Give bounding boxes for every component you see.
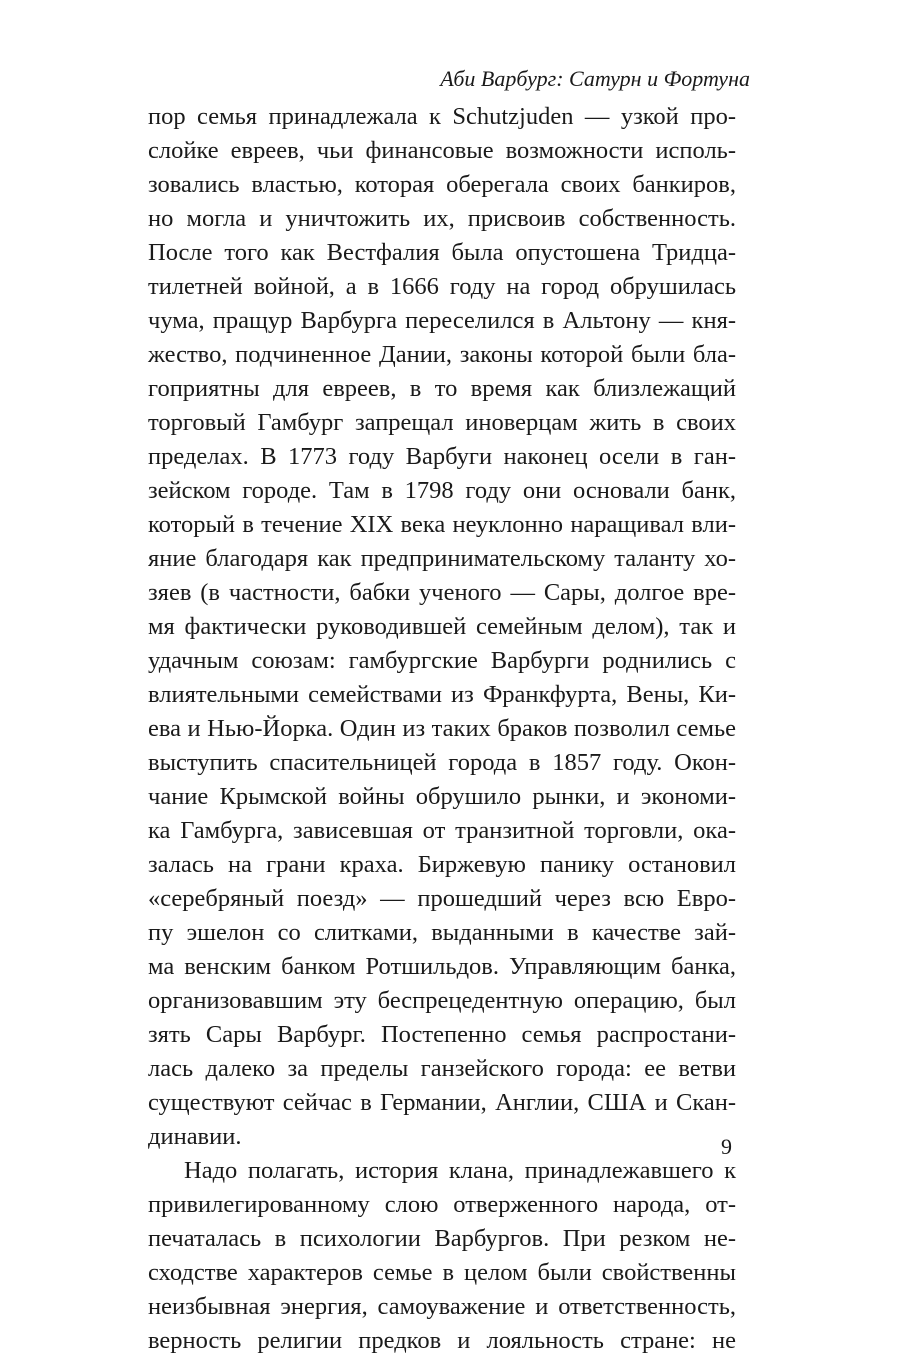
body-text xyxy=(148,100,736,1358)
text-line: выступить спасительницей города в 1857 году. Окон- xyxy=(148,749,736,776)
text-line: ка Гамбурга, зависевшая от транзитной торговли, ока- xyxy=(148,817,736,844)
text-line: жество, подчиненное Дании, законы которой были бла- xyxy=(148,341,736,368)
text-line: ева и Нью-Йорка. Один из таких браков позволил семье xyxy=(148,715,736,742)
text-line: организовавшим эту беспрецедентную операцию, был xyxy=(148,987,736,1014)
text-line: зовались властью, которая оберегала своих банкиров, xyxy=(148,171,736,198)
text-line: который в течение XIX века неуклонно наращивал вли- xyxy=(148,511,736,538)
text-line: зять Сары Варбург. Постепенно семья распростани- xyxy=(148,1021,736,1048)
text-line: зяев (в частности, бабки ученого — Сары, долгое вре- xyxy=(148,579,736,606)
text-line: влиятельными семействами из Франкфурта, Вены, Ки- xyxy=(148,681,736,708)
text-line: сходстве характеров семье в целом были свойственны xyxy=(148,1259,736,1286)
text-line: залась на грани краха. Биржевую панику остановил xyxy=(148,851,736,878)
text-line: чание Крымской войны обрушило рынки, и экономи- xyxy=(148,783,736,810)
text-line: лась далеко за пределы ганзейского города: ее ветви xyxy=(148,1055,736,1082)
text-line: неизбывная энергия, самоуважение и ответственность, xyxy=(148,1293,736,1320)
text-line: зейском городе. Там в 1798 году они основали банк, xyxy=(148,477,736,504)
text-line: гоприятны для евреев, в то время как близлежащий xyxy=(148,375,736,402)
text-line: «серебряный поезд» — прошедший через всю Евро- xyxy=(148,885,736,912)
text-line: слойке евреев, чьи финансовые возможности исполь- xyxy=(148,137,736,164)
page-number: 9 xyxy=(721,1134,732,1159)
text-line: яние благодаря как предпринимательскому таланту хо- xyxy=(148,545,736,572)
text-line: Надо полагать, история клана, принадлежавшего к xyxy=(184,1157,736,1184)
text-line: пу эшелон со слитками, выданными в качестве зай- xyxy=(148,919,736,946)
text-line: существуют сейчас в Германии, Англии, США и Скан- xyxy=(148,1089,736,1116)
text-line: динавии. xyxy=(148,1123,242,1150)
text-line: пор семья принадлежала к Schutzjuden — узкой про- xyxy=(148,103,736,130)
text-line: чума, пращур Варбурга переселился в Альтону — кня- xyxy=(148,307,736,334)
text-line: тилетней войной, а в 1666 году на город обрушилась xyxy=(148,273,736,300)
text-line: удачным союзам: гамбургские Варбурги роднились с xyxy=(148,647,736,674)
text-line: верность религии предков и лояльность стране: не xyxy=(148,1327,736,1354)
text-line: но могла и уничтожить их, присвоив собственность. xyxy=(148,205,736,232)
text-line: ма венским банком Ротшильдов. Управляющим банка, xyxy=(148,953,736,980)
running-title: Аби Варбург: Сатурн и Фортуна xyxy=(440,66,750,91)
text-line: пределах. В 1773 году Варбуги наконец осели в ган- xyxy=(148,443,736,470)
text-line: печаталась в психологии Варбургов. При резком не- xyxy=(148,1225,736,1252)
text-line: торговый Гамбург запрещал иноверцам жить в своих xyxy=(148,409,736,436)
text-line: После того как Вестфалия была опустошена Тридца- xyxy=(148,239,736,266)
text-line: привилегированному слою отверженного народа, от- xyxy=(148,1191,736,1218)
text-line: мя фактически руководившей семейным делом), так и xyxy=(148,613,736,640)
